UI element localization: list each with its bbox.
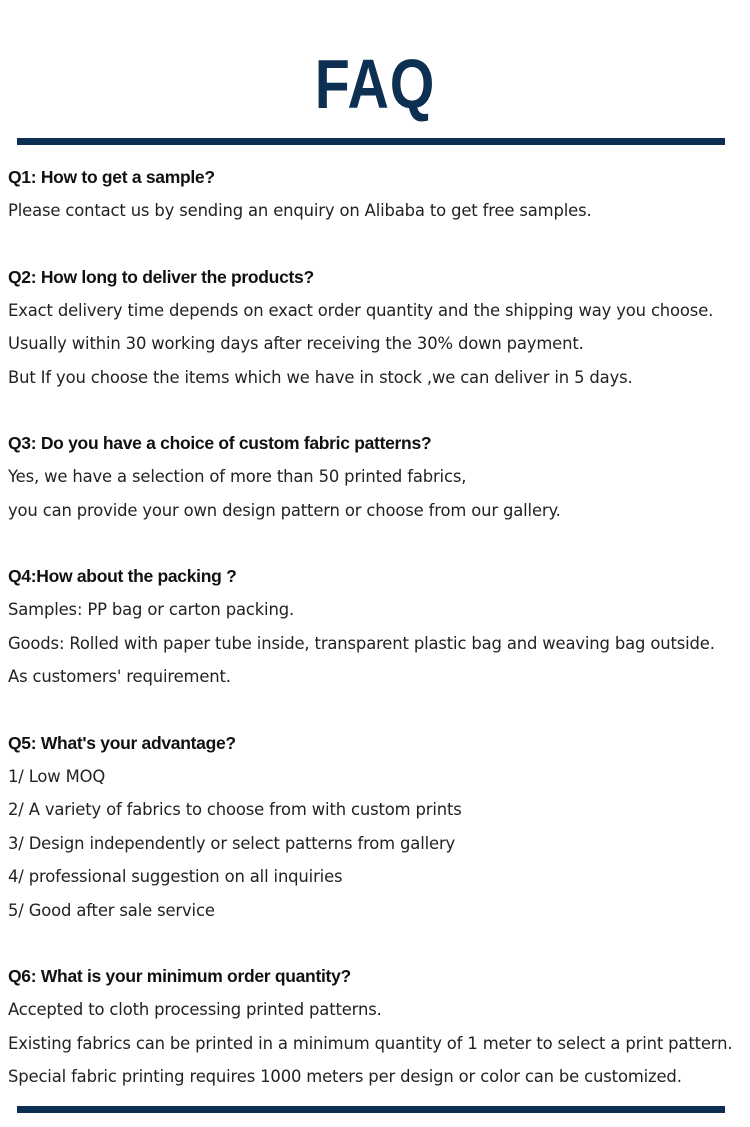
faq-answer-line: 4/ professional suggestion on all inquiries	[8, 867, 343, 886]
faq-item-1	[8, 161, 748, 228]
faq-list	[8, 161, 748, 1127]
faq-item-2	[8, 261, 748, 395]
faq-answer-line: Goods: Rolled with paper tube inside, transparent plastic bag and weaving bag outside.	[8, 633, 715, 653]
page-title: FAQ	[314, 45, 436, 123]
faq-item-6	[8, 960, 748, 1094]
faq-answer-line: Special fabric printing requires 1000 meters per design or color can be customized.	[8, 1067, 682, 1086]
faq-question-3: Q3: Do you have a choice of custom fabric patterns?	[8, 433, 432, 453]
faq-answer-line: But If you choose the items which we have in stock ,we can deliver in 5 days.	[8, 367, 633, 387]
faq-question-6: Q6: What is your minimum order quantity?	[8, 966, 351, 986]
faq-answer-line: Existing fabrics can be printed in a minimum quantity of 1 meter to select a print pattern.	[8, 1033, 733, 1053]
faq-answer-line: you can provide your own design pattern or choose from our gallery.	[8, 500, 561, 520]
faq-answer-line: Usually within 30 working days after receiving the 30% down payment.	[8, 334, 584, 353]
faq-answer-line: Accepted to cloth processing printed patterns.	[8, 1000, 382, 1019]
faq-answer-line: 5/ Good after sale service	[8, 900, 215, 920]
faq-answer-line: Exact delivery time depends on exact order quantity and the shipping way you choose.	[8, 300, 714, 320]
faq-answer-line: Samples: PP bag or carton packing.	[8, 600, 295, 619]
faq-question-2: Q2: How long to deliver the products?	[8, 266, 314, 287]
faq-answer-line: 2/ A variety of fabrics to choose from with custom prints	[8, 800, 462, 819]
faq-question-5: Q5: What's your advantage?	[8, 732, 236, 753]
faq-question-1: Q1: How to get a sample?	[8, 167, 215, 187]
faq-item-5	[8, 727, 748, 928]
faq-answer-line: 3/ Design independently or select patterns from gallery	[8, 833, 456, 853]
faq-answer-line: As customers' requirement.	[8, 667, 231, 686]
faq-question-4: Q4:How about the packing ?	[8, 566, 237, 586]
faq-item-4	[8, 560, 748, 694]
faq-answer-line: 1/ Low MOQ	[8, 766, 106, 786]
bottom-divider	[17, 1106, 725, 1113]
faq-answer-line: Please contact us by sending an enquiry on Alibaba to get free samples.	[8, 201, 592, 220]
top-divider	[17, 138, 725, 145]
faq-answer-line: Yes, we have a selection of more than 50 printed fabrics,	[8, 467, 467, 486]
faq-item-3	[8, 427, 748, 527]
